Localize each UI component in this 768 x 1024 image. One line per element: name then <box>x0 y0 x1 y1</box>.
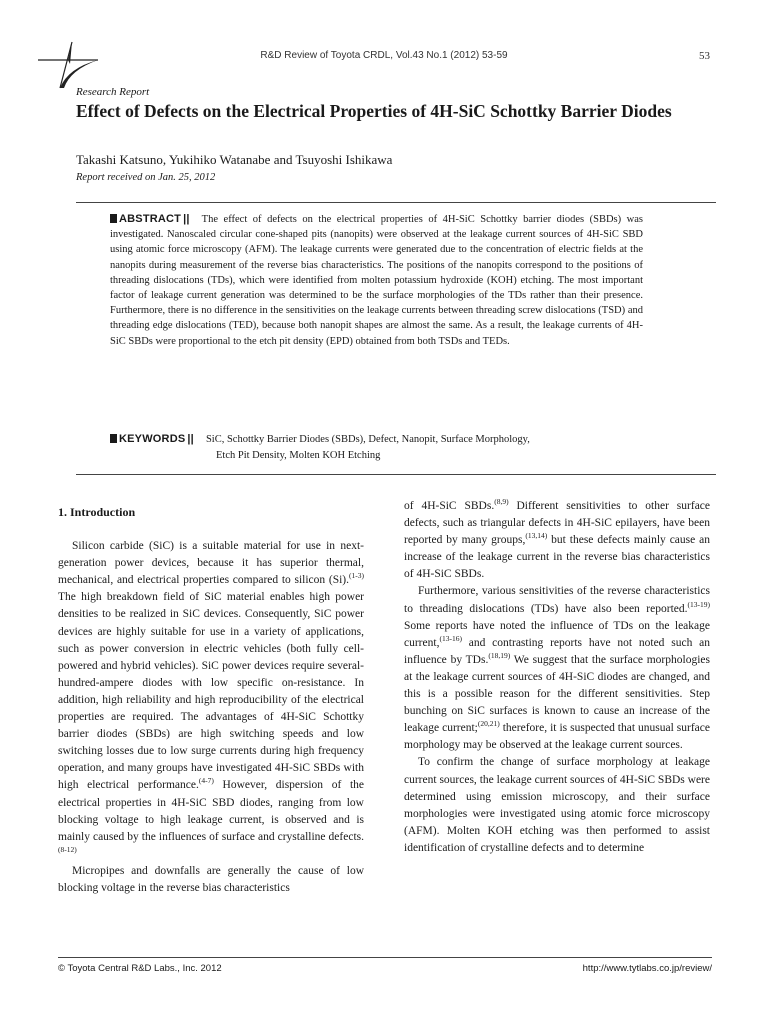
paper-title: Effect of Defects on the Electrical Properties of 4H-SiC Schottky Barrier Diodes <box>76 101 672 121</box>
citation: (13-16) <box>439 633 462 643</box>
abstract <box>110 212 643 349</box>
author-list: Takashi Katsuno, Yukihiko Watanabe and Tsuyoshi Ishikawa <box>76 152 393 167</box>
copyright: © Toyota Central R&D Labs., Inc. 2012 <box>58 963 222 974</box>
citation: (8,9) <box>494 497 509 507</box>
paragraph: Micropipes and downfalls are generally the cause of low blocking voltage in the reverse bias characteristics <box>58 864 364 894</box>
keywords-line-1: SiC, Schottky Barrier Diodes (SBDs), Defect, Nanopit, Surface Morphology, <box>205 434 530 445</box>
website-link[interactable]: http://www.tytlabs.co.jp/review/ <box>582 963 712 974</box>
paragraph: Furthermore, various sensitivities of the reverse characteristics to threading dislocations (TDs) have also been reported.$^{(13-19)}$ Some reports have noted the influence of TDs on the leakage current,$^{(13-16)}$ and contrasting reports have not noted such an influence by TDs.$^{(18,19)}$ We suggest that the surface morphologies at the leakage current sources of 4H-SiC diodes are changed, and this is a possible reason for the different sensitivities. Step bunching on SiC surfaces is known to cause an increase of the leakage current;$^{(20,21)}$ therefore, it is suspected that unusual surface morphology may be observed at the leakage current sources. <box>404 585 710 752</box>
keywords <box>110 432 643 463</box>
body-column-left <box>58 498 364 897</box>
citation: (13,14) <box>525 531 548 541</box>
abstract-bottom-rule <box>76 474 716 475</box>
paragraph: of 4H-SiC SBDs.$^{(8,9)}$ Different sensitivities to other surface defects, such as triangular defects in 4H-SiC epilayers, have been reported by many groups,$^{(13,14)}$ but these defects mainly cause an increase of the leakage current in the reverse bias characteristics of 4H-SiC SBDs. <box>404 497 711 581</box>
citation: (1-3) <box>349 571 364 581</box>
running-head: R&D Review of Toyota CRDL, Vol.43 No.1 (2012) 53-59 <box>260 50 508 61</box>
keywords-line-2: Etch Pit Density, Molten KOH Etching <box>216 449 381 461</box>
body-column-right <box>404 498 710 857</box>
footer-rule <box>58 957 712 958</box>
citation: (8-12) <box>58 844 77 854</box>
citation: (4-7) <box>198 776 214 786</box>
citation: (20,21) <box>477 719 500 729</box>
received-date: Report received on Jan. 25, 2012 <box>76 172 216 183</box>
paragraph: To confirm the change of surface morphology at leakage current sources, the leakage current sources of 4H-SiC SBDs were determined using emission microscopy, and their surface morphologies were investigated using atomic force microscopy (AFM). Molten KOH etching was then performed to assist identification of crystalline defects and to determine <box>404 756 710 854</box>
report-type: Research Report <box>76 86 150 98</box>
keywords-label: KEYWORDS || <box>110 433 194 445</box>
section-heading: 1. Introduction <box>58 505 136 519</box>
abstract-text: The effect of defects on the electrical properties of 4H-SiC Schottky barrier diodes (SBDs) was investigated. Nanoscaled circular cone-shaped pits (nanopits) were observed at the leakage current sources of 4H-SiC SBD using atomic force microscopy (AFM). The leakage currents were generated due to the concentration of electric fields at the nanopits during measurement of the reverse bias characteristics. The positions of the nanopits correspond to the positions of threading dislocations (TDs), which were identified from molten potassium hydroxide (KOH) etching. The most important factor of leakage current generation was determined to be the surface morphologies of the TDs rather than their presence. Furthermore, there is no difference in the sensitivities on the leakage currents between threading screw dislocations (TSD) and threading edge dislocations (TED), because both nanopit shapes are almost the same. As a result, the leakage currents of 4H-SiC SBDs were proportional to the etch pit density (EPD) obtained from both TSDs and TEDs. <box>110 214 643 347</box>
citation: (18,19) <box>488 651 511 661</box>
page-number: 53 <box>699 50 710 62</box>
corner-logo-mark <box>38 40 98 90</box>
abstract-label: ABSTRACT || <box>110 213 190 225</box>
paragraph: Silicon carbide (SiC) is a suitable material for use in next-generation power devices, because it has superior thermal, mechanical, and electrical properties compared to silicon (Si).$^{(1-3)}$ The high breakdown field of SiC material enables high power densities to be realized in SiC devices. Consequently, SiC power devices are highly suitable for use in a variety of applications, such as power conversion in electric vehicles (both fully cell-powered and hybrid vehicles). SiC power devices require several-hundred-ampere diodes with low specific on-resistance. In addition, high reliability and high reproducibility of the electrical properties are required. The advantages of 4H-SiC Schottky barrier diodes (SBDs) are high switching speeds and low switching losses due to low surge currents during high frequency operation, and many groups have investigated 4H-SiC SBDs with high electrical performance.$^{(4-7)}$ However, dispersion of the electrical properties in 4H-SiC SBD diodes, ranging from low blocking voltage to high leakage current, is observed and is mainly caused by the influences of surface and crystalline defects.$^{(8-12)}$ <box>58 540 364 854</box>
citation: (13-19) <box>687 599 710 609</box>
abstract-top-rule <box>76 202 716 203</box>
